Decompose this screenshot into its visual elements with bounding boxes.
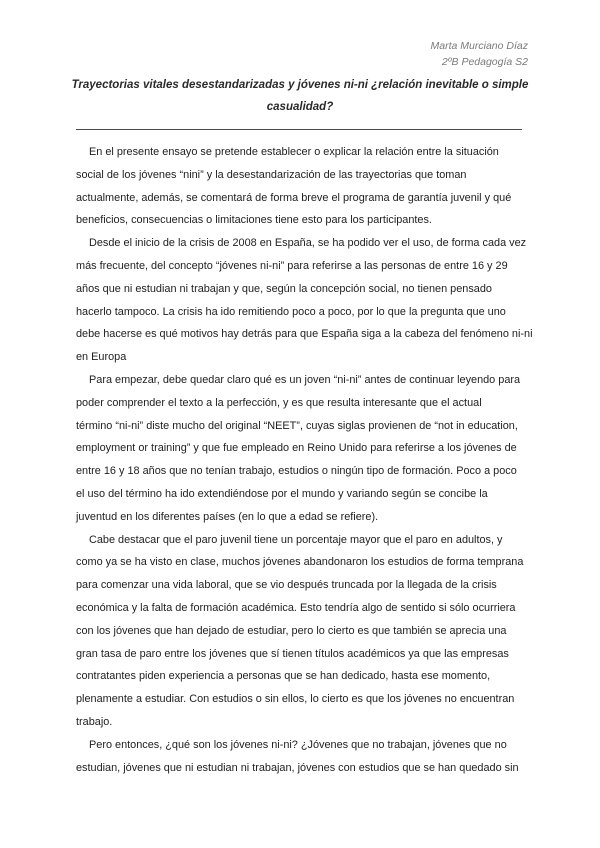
text-line: en Europa (76, 351, 127, 364)
text-line: gran tasa de paro entre los jóvenes que sí tienen títulos académicos ya que las empresas (76, 647, 509, 660)
text-line: debe hacerse es qué motivos hay detrás para que España siga a la cabeza del fenómeno ni-ni (76, 328, 533, 341)
text-line: Pero entonces, ¿qué son los jóvenes ni-ni? ¿Jóvenes que no trabajan, jóvenes que no (89, 738, 507, 751)
text-line: trabajo. (76, 715, 113, 728)
paragraph (76, 232, 533, 369)
text-line: hacerlo tampoco. La crisis ha ido remitiendo poco a poco, por lo que la pregunta que uno (76, 305, 506, 318)
text-line: entre 16 y 18 años que no tenían trabajo, estudios o ningún tipo de formación. Poco a poco (76, 465, 517, 478)
text-line: employment or training” y que fue empleado en Reino Unido para referirse a los jóvenes de (76, 442, 517, 455)
text-line: juventud en los diferentes países (en lo que a edad se refiere). (76, 510, 379, 523)
text-line: social de los jóvenes “nini” y la desestandarización de las trayectorias que toman (76, 168, 467, 181)
essay-title (70, 74, 530, 118)
text-line: años que ni estudian ni trabajan y que, según la concepción social, no tienen pensado (76, 282, 492, 295)
text-line: estudian, jóvenes que ni estudian ni trabajan, jóvenes con estudios que se han quedado sin (76, 761, 519, 774)
text-line: con los jóvenes que han dejado de estudiar, pero lo cierto es que también se aprecia una (76, 624, 507, 637)
text-line: En el presente ensayo se pretende establecer o explicar la relación entre la situación (89, 146, 499, 158)
paragraph (76, 529, 530, 734)
page-header (431, 38, 528, 70)
essay-body (76, 141, 533, 779)
text-line: el uso del término ha ido extendiéndose por el mundo y variando según se concibe la (76, 487, 488, 500)
essay-title-line-2: casualidad? (266, 101, 334, 113)
text-line: poder comprender el texto a la perfección, y es que resulta interesante que el actual (76, 396, 482, 409)
text-line: plenamente a estudiar. Con estudios o sin ellos, lo cierto es que los jóvenes no encuentran (76, 693, 515, 706)
text-line: económica y la falta de formación académica. Esto tendría algo de sentido si sólo ocurriera (76, 601, 516, 614)
text-line: como ya se ha visto en clase, muchos jóvenes abandonaron los estudios de forma temprana (76, 556, 524, 569)
text-line: actualmente, además, se comentará de forma breve el programa de garantía juvenil y qué (76, 191, 512, 204)
course-label: 2ºB Pedagogía S2 (441, 56, 528, 68)
text-line: más frecuente, del concepto “jóvenes ni-ni” para referirse a las personas de entre 16 y 29 (76, 259, 508, 272)
text-line: Desde el inicio de la crisis de 2008 en España, se ha podido ver el uso, de forma cada vez (89, 237, 527, 250)
essay-title-line-1: Trayectorias vitales desestandarizadas y jóvenes ni-ni ¿relación inevitable o simple (71, 79, 529, 91)
text-line: contratantes piden experiencia a personas que se han dedicado, hasta ese momento, (76, 670, 491, 683)
paragraph (76, 141, 530, 232)
title-divider (76, 129, 522, 130)
author-name: Marta Murciano Díaz (430, 40, 528, 52)
text-line: Cabe destacar que el paro juvenil tiene un porcentaje mayor que el paro en adultos, y (89, 533, 503, 546)
paragraph (76, 369, 530, 529)
text-line: término “ni-ni” diste mucho del original “NEET”, cuyas siglas provienen de “not in education, (76, 419, 518, 432)
paragraph (76, 734, 530, 780)
text-line: Para empezar, debe quedar claro qué es un joven “ni-ni” antes de continuar leyendo para (89, 373, 521, 386)
text-line: para comenzar una vida laboral, que se vio después truncada por la llegada de la crisis (76, 579, 497, 592)
text-line: beneficios, consecuencias o limitaciones tiene esto para los participantes. (76, 214, 432, 227)
